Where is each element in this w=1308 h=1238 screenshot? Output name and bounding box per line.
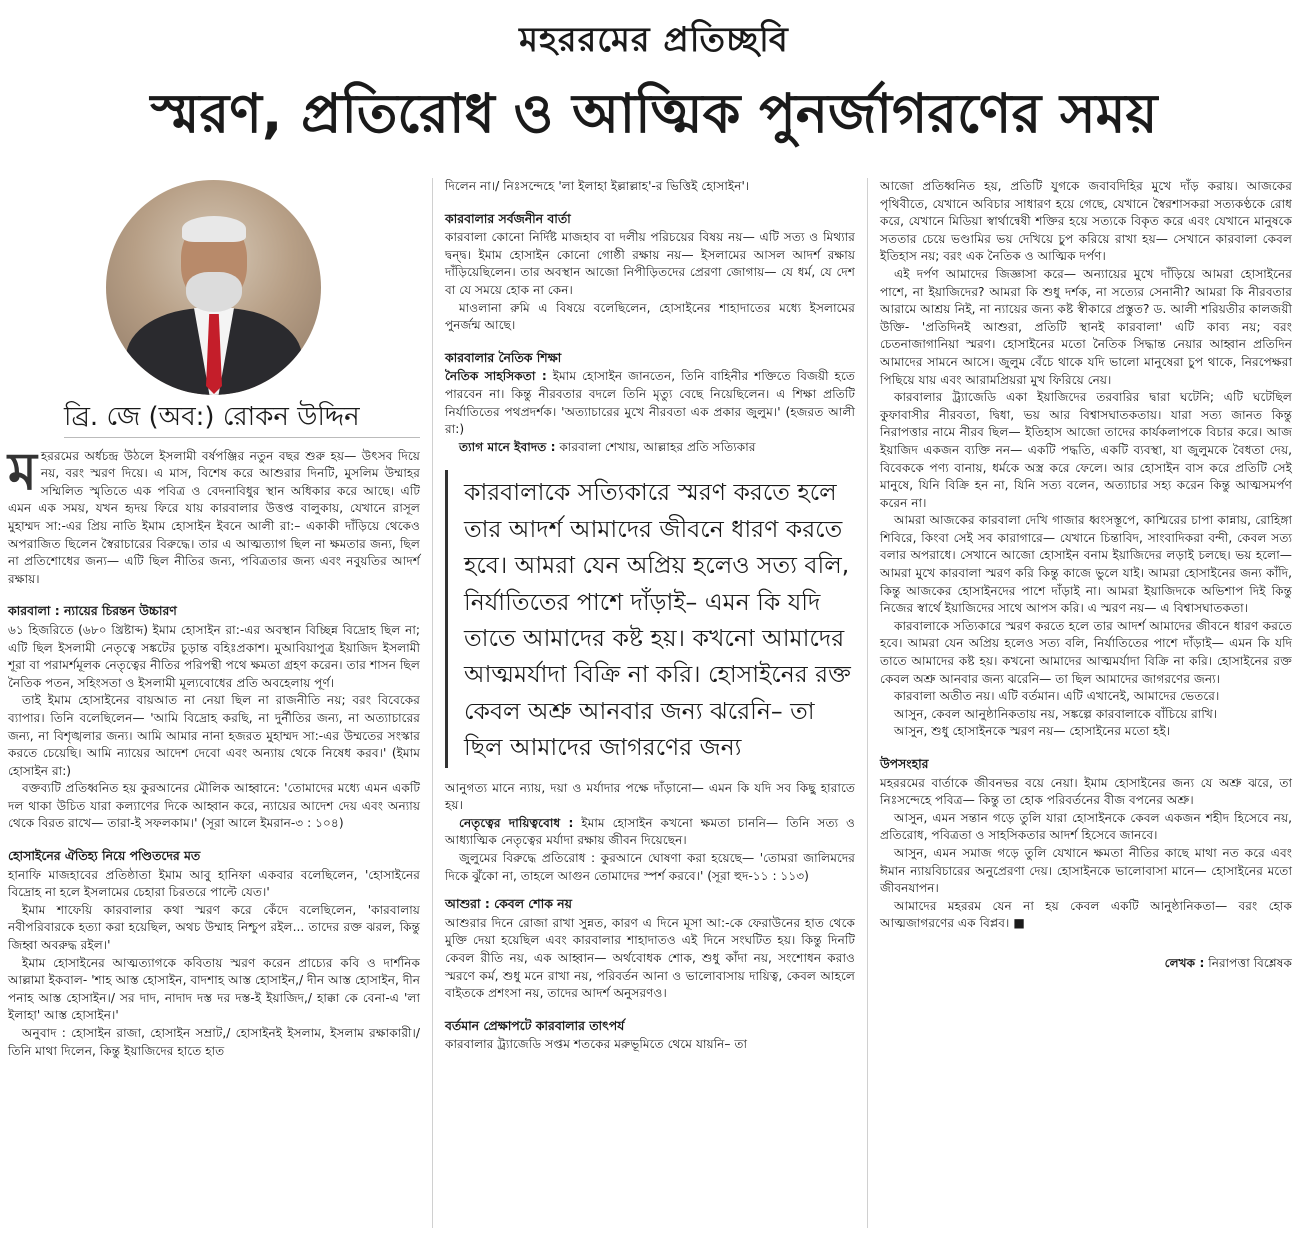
paragraph: দিলেন না।/ নিঃসন্দেহে 'লা ইলাহা ইল্লাল্লাহ'-র ভিত্তিই হোসাইন'। [445, 179, 750, 193]
kicker: মহররমের প্রতিচ্ছবি [519, 20, 789, 60]
paragraph: ত্যাগ মানে ইবাদত : কারবালা শেখায়, আল্লাহর প্রতি সত্যিকার [459, 439, 756, 454]
paragraph: কারবালার ট্র্যাজেডি একা ইয়াজিদের তরবারির দ্বারা ঘটেনি; এটি ঘটেছিল কুফাবাসীর নীরবতা, দ্বিধা, ভয় আর বিশ্বাসঘাতকতায়। যারা সত্য জানত কিন্তু নিরাপত্তার নামে নীরব ছিল— ইতিহাস আজো তাদের কার্যকলাপকে বিচার করে। আজ ইয়াজিদ একজন ব্যক্তি নন— একটি পদ্ধতি, একটি ব্যবস্থা, যা জুলুমকে বৈধতা দেয়, বিবেককে পণ্য বানায়, ধর্মকে অস্ত্র করে ফেলে। আর হোসাইন বাস করে প্রতিটি সেই মানুষে, যিনি বিক্রি হন না, যিনি সত্য বলেন, অত্যাচার সহ্য করেন কিন্তু আত্মসমর্পণ করেন না। [880, 390, 1292, 510]
paragraph: এই দর্পণ আমাদের জিজ্ঞাসা করে— অন্যায়ের মুখে দাঁড়িয়ে আমরা হোসাইনের পাশে, না ইয়াজিদের? আমরা কি শুধু দর্শক, না সত্যের সেনানী? আমরা কি নীরবতার আরামে আশ্রয় নিই, না ন্যায়ের জন্য কষ্ট স্বীকারে প্রস্তুত? ড. আলী শরিয়তীর কালজয়ী উক্তি- 'প্রতিদিনই আশুরা, প্রতিটি স্থানই কারবালা' এটি কাব্য নয়; বরং চেতনাজাগানিয়া স্মরণ। হোসাইনের মতো নৈতিক সিদ্ধান্ত নেয়ার আহ্বান প্রতিদিন আমাদের সামনে আসে। জুলুম বেঁচে থাকে যদি ভালো মানুষেরা চুপ থাকে, নিরপেক্ষরা পিছিয়ে যায় এবং আরামপ্রিয়রা মুখ ফিরিয়ে নেয়। [880, 266, 1292, 387]
pull-quote: কারবালাকে সত্যিকারে স্মরণ করতে হলে তার আদর্শ আমাদের জীবনে ধারণ করতে হবে। আমরা যেন অপ্রিয় হলেও সত্য বলি, নির্যাতিতের পাশে দাঁড়াই– এমন কি যদি তাতে আমাদের কষ্ট হয়। কখনো আমাদের আত্মমর্যাদা বিক্রি না করি। হোসাইনের রক্ত কেবল অশ্রু আনবার জন্য ঝরেনি– তা ছিল আমাদের জাগরণের জন্য [445, 470, 855, 767]
paragraph: মহররমের বার্তাকে জীবনভর বয়ে নেয়া। ইমাম হোসাইনের জন্য যে অশ্রু ঝরে, তা নিঃসন্দেহে পবিত্র— কিন্তু তা হোক পরিবর্তনের বীজ বপনের অশ্রু। [880, 775, 1292, 808]
column-2 [445, 178, 855, 1054]
paragraph: আসুন, শুধু হোসাইনকে স্মরণ নয়— হোসাইনের মতো হই। [894, 724, 1171, 739]
paragraph: কারবালা কোনো নির্দিষ্ট মাজহাব বা দলীয় পরিচয়ের বিষয় নয়— এটি সত্য ও মিথ্যার দ্বন্দ্ব। ইমাম হোসাইন কোনো গোষ্ঠী রক্ষায় নয়— ইসলামের আসল আদর্শ রক্ষায় দাঁড়িয়েছিলেন। তার অবস্থান আজো নিপীড়িতদের প্রেরণা জোগায়— যে ধর্ম, যে দেশ বা যে সময়ে হোক না কেন। [445, 230, 855, 297]
paragraph: তাই ইমাম হোসাইনের বায়আত না নেয়া ছিল না রাজনীতি নয়; বরং বিবেকের ব্যাপার। তিনি বলেছিলেন— 'আমি বিদ্রোহ করছি, না দুর্নীতির জন্য, না অত্যাচারের জন্য, না বিশৃঙ্খলার জন্য। আমি আমার নানা হজরত মুহাম্মদ সা:-এর উম্মতের সংস্কার করতে চেয়েছি। আমি ন্যায়ের আদেশ দেবো এবং অন্যায় থেকে নিষেধ করব।' (ইমাম হোসাইন রা:) [8, 693, 420, 778]
section-heading: হোসাইনের ঐতিহ্য নিয়ে পণ্ডিতদের মত [8, 848, 201, 864]
section-heading: কারবালার সর্বজনীন বার্তা [445, 210, 571, 226]
paragraph: আসুন, কেবল আনুষ্ঠানিকতায় নয়, সঙ্কল্পে কারবালাকে বাঁচিয়ে রাখি। [894, 706, 1218, 721]
paragraph: আসুন, এমন সমাজ গড়ে তুলি যেখানে ক্ষমতা নীতির কাছে মাথা নত করে এবং ঈমান ন্যায়বিচারের অনুপ্রেরণা দেয়। হোসাইনকে ভালোবাসা মানে— হোসাইনের মতো জীবনযাপন। [880, 845, 1292, 896]
paragraph: কারবালা অতীত নয়। এটি বর্তমান। এটি এখানেই, আমাদের ভেতরে। [894, 689, 1220, 704]
paragraph: নেতৃত্বের দায়িত্ববোধ : ইমাম হোসাইন কখনো ক্ষমতা চাননি— তিনি সত্য ও আধ্যাত্মিক নেতৃত্বের মর্যাদা রক্ষায় জীবন দিয়েছেন। [445, 815, 856, 848]
paragraph: মাওলানা রুমি এ বিষয়ে বলেছিলেন, হোসাইনের শাহাদাতের মধ্যে ইসলামের পুনর্জন্ম আছে। [445, 300, 855, 333]
author-credit: লেখক : নিরাপত্তা বিশ্লেষক [1164, 955, 1292, 970]
paragraph: ইমাম হোসাইনের আত্মত্যাগকে কবিতায় স্মরণ করেন প্রাচ্যের কবি ও দার্শনিক আল্লামা ইকবাল- 'শাহ আস্ত হোসাইন, বাদশাহ আস্ত হোসাইন,/ দীন আস্ত হোসাইন, দীন পনাহ আস্ত হোসাইন।/ সর দাদ, নাদাদ দস্ত দর দস্ত-ই ইয়াজিদ,/ হাক্কা কে বেনা-এ 'লা ইলাহা' আস্ত হোসাইন।' [8, 955, 420, 1023]
paragraph: আসুন, এমন সন্তান গড়ে তুলি যারা হোসাইনকে কেবল একজন শহীদ হিসেবে নয়, প্রতিরোধ, পবিত্রতা ও সাহসিকতার আদর্শ হিসেবে জানবে। [880, 810, 1292, 843]
drop-cap: ম [8, 441, 37, 502]
paragraph: অনুবাদ : হোসাইন রাজা, হোসাইন সম্রাট,/ হোসাইনই ইসলাম, ইসলাম রক্ষাকারী।/ তিনি মাথা দিলেন, কিন্তু ইয়াজিদের হাতে হাত [8, 1026, 420, 1058]
paragraph: আনুগত্য মানে ন্যায়, দয়া ও মর্যাদার পক্ষে দাঁড়ানো— এমন কি যদি সব কিছু হারাতে হয়। [445, 780, 855, 813]
section-heading: কারবালা : ন্যায়ের চিরন্তন উচ্চারণ [8, 603, 177, 619]
headline-block [0, 0, 1308, 165]
paragraph: ইমাম শাফেয়ি কারবালার কথা স্মরণ করে কেঁদে বলেছিলেন, 'কারবালায় নবীপরিবারকে হত্যা করা হয়েছিল, অথচ উম্মাহ নিশ্চুপ রইল... তাদের রক্ত ঝরল, কিন্তু জিহ্বা অবরুদ্ধ রইল।' [8, 902, 420, 953]
paragraph: আমাদের মহররম যেন না হয় কেবল একটি আনুষ্ঠানিকতা— বরং হোক আত্মজাগরণের এক বিপ্লব। ■ [880, 898, 1292, 931]
paragraph: ৬১ হিজরিতে (৬৮০ খ্রিষ্টাব্দ) ইমাম হোসাইন রা:-এর অবস্থান বিচ্ছিন্ন বিদ্রোহ ছিল না; এটি ছিল ইসলামী নেতৃত্বে সঙ্কটের চূড়ান্ত বহিঃপ্রকাশ। মুআবিয়াপুত্র ইয়াজিদ ইসলামী শূরা বা পরামর্শমূলক নেতৃত্বের নীতির পরিপন্থী পথে ক্ষমতা গ্রহণ করেন। তার শাসন ছিল নৈতিক পতন, সহিংসতা ও ইসলামী মূল্যবোধের প্রতি অবহেলায় পূর্ণ। [8, 622, 420, 690]
column-1 [8, 178, 420, 1060]
paragraph: আমরা আজকের কারবালা দেখি গাজার ধ্বংসস্তূপে, কাশ্মিরের চাপা কান্নায়, রোহিঙ্গা শিবিরে, কিংবা সেই সব কারাগারে— যেখানে চিন্তাবিদ, সাংবাদিকরা বন্দী, কেবল সত্য বলার অপরাধে। সেখানে আজো হোসাইন বনাম ইয়াজিদের লড়াই চলছে। ভয় হলো— আমরা মুখে কারবালা স্মরণ করি কিন্তু কাজে ভুলে যাই। আমরা হোসাইনের জন্য কাঁদি, কিন্তু আজকের হোসাইনদের পাশে দাঁড়াই না। আমরা ইয়াজিদকে অভিশাপ দিই কিন্তু নিজের স্বার্থে ইয়াজিদের সাথে আপস করি। এ স্মরণ নয়— এ বিশ্বাসঘাতকতা। [880, 513, 1292, 616]
paragraph: নৈতিক সাহসিকতা : ইমাম হোসাইন জানতেন, তিনি বাহিনীর শক্তিতে বিজয়ী হতে পারবেন না। কিন্তু নীরবতার বদলে তিনি মৃত্যু বেছে নিয়েছিলেন। এ শিক্ষা প্রতিটি নির্যাতিতের পথপ্রদর্শক। 'অত্যাচারের মুখে নীরবতা এক প্রকার জুলুম।' (হজরত আলী রা:) [445, 369, 856, 437]
section-heading: আশুরা : কেবল শোক নয় [445, 896, 572, 912]
author-photo [106, 180, 321, 395]
byline: ব্রি. জে (অব:) রোকন উদ্দিন [64, 409, 420, 438]
paragraph: বক্তব্যটি প্রতিধ্বনিত হয় কুরআনের মৌলিক আহ্বানে: 'তোমাদের মধ্যে এমন একটি দল থাকা উচিত যারা কল্যাণের দিকে আহ্বান করে, ন্যায়ের আদেশ দেয় এবং অন্যায় থেকে বিরত রাখে— তারা-ই সফলকাম।' (সূরা আলে ইমরান-৩ : ১০৪) [8, 781, 420, 831]
paragraph: কারবালার ট্র্যাজেডি সপ্তম শতকের মরুভূমিতে থেমে যায়নি– তা [445, 1037, 748, 1052]
intro-paragraph: মহররমের অর্ধচন্দ্র উঠলে ইসলামী বর্ষপঞ্জির নতুন বছর শুরু হয়— উৎসব দিয়ে নয়, বরং স্মরণ দিয়ে। এ মাস, বিশেষ করে আশুরার দিনটি, মুসলিম উম্মাহর সম্মিলিত স্মৃতিতে এক পবিত্র ও বেদনাবিধুর স্থান অধিকার করে আছে। এটি এমন এক সময়, যখন হৃদয় ফিরে যায় কারবালার উত্তপ্ত বালুকায়, যেখানে রাসূল মুহাম্মদ সা:-এর প্রিয় নাতি ইমাম হোসাইন ইবনে আলী রা:– একাকী দাঁড়িয়ে থেকেও অপরাজিত ছিলেন স্বৈরাচারের বিরুদ্ধে। তার এ আত্মত্যাগ ছিল না ক্ষমতার জন্য, ছিল না প্রতিশোধের জন্য— এটি ছিল নীতির জন্য, পবিত্রতার জন্য এবং নবুয়তির আদর্শ রক্ষায়। [8, 441, 420, 586]
headline: স্মরণ, প্রতিরোধ ও আত্মিক পুনর্জাগরণের সময় [150, 82, 1158, 145]
paragraph: জুলুমের বিরুদ্ধে প্রতিরোধ : কুরআনে ঘোষণা করা হয়েছে— 'তোমরা জালিমদের দিকে ঝুঁকো না, তাহলে আগুন তোমাদের স্পর্শ করবে।' (সূরা হুদ-১১ : ১১৩) [445, 850, 855, 883]
column-3 [880, 178, 1292, 973]
paragraph: হানাফি মাজহাবের প্রতিষ্ঠাতা ইমাম আবু হানিফা একবার বলেছিলেন, 'হোসাইনের বিদ্রোহ না হলে ইসলামের চেহারা চিরতরে পাল্টে যেত।' [8, 867, 420, 900]
paragraph: আশুরার দিনে রোজা রাখা সুন্নত, কারণ এ দিনে মূসা আ:-কে ফেরাউনের হাত থেকে মুক্তি দেয়া হয়েছিল এবং কারবালার শাহাদাতও এই দিনে সংঘটিত হয়। কিন্তু দিনটি কেবল রীতি নয়, এক আহ্বান— অর্থবোধক শোক, শুধু কাঁদা নয়, সংশোধন করাও স্মরণে কর্ম, শুধু মনে রাখা নয়, পরিবর্তন আনা ও ভালোবাসায় দায়িত্ব, কেবল আহলে বাইতকে প্রশংসা নয়, তাদের আদর্শ অনুসরণও। [445, 915, 855, 1001]
section-heading: কারবালার নৈতিক শিক্ষা [445, 349, 562, 365]
column-divider [432, 178, 433, 1228]
section-heading: বর্তমান প্রেক্ষাপটে কারবালার তাৎপর্য [445, 1017, 625, 1033]
paragraph: কারবালাকে সত্যিকারে স্মরণ করতে হলে তার আদর্শ আমাদের জীবনে ধারণ করতে হবে। আমরা যেন অপ্রিয় হলেও সত্য বলি, নির্যাতিতের পাশে দাঁড়াই— এমন কি যদি তাতে আমাদের কষ্ট হয়। কখনো আমাদের আত্মমর্যাদা বিক্রি না করি। হোসাইনের রক্ত কেবল অশ্রু আনবার জন্য ঝরেনি— তা ছিল আমাদের জাগরণের জন্য। [880, 618, 1292, 686]
section-heading: উপসংহার [880, 756, 929, 771]
paragraph: আজো প্রতিধ্বনিত হয়, প্রতিটি যুগকে জবাবদিহির মুখে দাঁড় করায়। আজকের পৃথিবীতে, যেখানে অবিচার সাধারণ হয়ে গেছে, যেখানে স্বৈরশাসকরা সত্যকণ্ঠকে রোধ করে, যেখানে মিডিয়া স্বার্থান্বেষী শক্তির হয়ে সত্যকে বিকৃত করে এবং যেখানে মানুষকে সততার চেয়ে ভণ্ডামির ভয় দেখিয়ে চুপ করিয়ে রাখা হয়— সেখানে কারবালা কেবল ইতিহাস নয়; বরং এক নৈতিক ও আত্মিক দর্পণ। [880, 179, 1292, 264]
column-divider [867, 178, 868, 1228]
